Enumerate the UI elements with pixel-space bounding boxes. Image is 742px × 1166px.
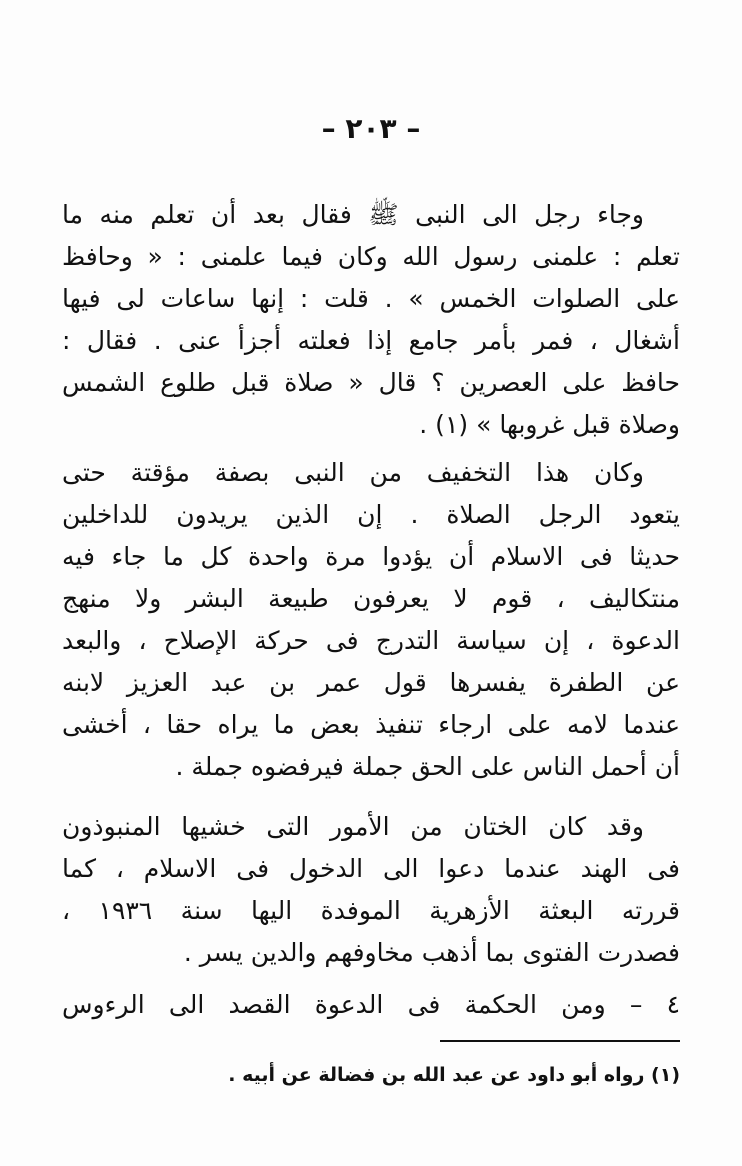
text-line: وكان هذا التخفيف من النبى بصفة مؤقتة حتى	[62, 458, 644, 487]
text-line: عندما لامه على ارجاء تنفيذ بعض ما يراه حقا ، أخشى	[62, 710, 680, 739]
text-line: ٤ – ومن الحكمة فى الدعوة القصد الى الرءوس	[62, 990, 680, 1019]
text-line: تعلم : علمنى رسول الله وكان فيما علمنى : « وحافظ	[62, 242, 680, 271]
paragraph-1	[62, 194, 680, 446]
text-line: وجاء رجل الى النبى ﷺ فقال بعد أن تعلم منه ما	[62, 200, 644, 229]
text-line: أشغال ، فمر بأمر جامع إذا فعلته أجزأ عنى . فقال :	[62, 326, 680, 355]
footnote: (١) رواه أبو داود عن عبد الله بن فضالة عن أبيه .	[228, 1064, 680, 1086]
text-line: أن أحمل الناس على الحق جملة فيرفضوه جملة .	[175, 752, 680, 781]
paragraph-4	[62, 984, 680, 1026]
text-line: حديثا فى الاسلام أن يؤدوا مرة واحدة كل ما جاء فيه	[62, 542, 680, 571]
text-line: يتعود الرجل الصلاة . إن الذين يريدون للداخلين	[62, 500, 680, 529]
page-number: – ٢٠٣ –	[321, 112, 421, 145]
text-line: على الصلوات الخمس » . قلت : إنها ساعات لى فيها	[62, 284, 680, 313]
text-line: قررته البعثة الأزهرية الموفدة اليها سنة ١٩٣٦ ،	[62, 896, 680, 925]
text-line: منتكاليف ، قوم لا يعرفون طبيعة البشر ولا منهج	[62, 584, 680, 613]
text-line: فصدرت الفتوى بما أذهب مخاوفهم والدين يسر .	[183, 938, 680, 967]
text-line: وقد كان الختان من الأمور التى خشيها المنبوذون	[62, 812, 644, 841]
text-line: حافظ على العصرين ؟ قال « صلاة قبل طلوع الشمس	[62, 368, 680, 397]
text-line: عن الطفرة يفسرها قول عمر بن عبد العزيز لابنه	[62, 668, 680, 697]
footnote-divider	[440, 1040, 680, 1042]
paragraph-3	[62, 806, 680, 974]
text-line: فى الهند عندما دعوا الى الدخول فى الاسلام ، كما	[62, 854, 680, 883]
text-line: وصلاة قبل غروبها » (١) .	[419, 410, 680, 439]
text-line: الدعوة ، إن سياسة التدرج فى حركة الإصلاح ، والبعد	[62, 626, 680, 655]
paragraph-2	[62, 452, 680, 788]
